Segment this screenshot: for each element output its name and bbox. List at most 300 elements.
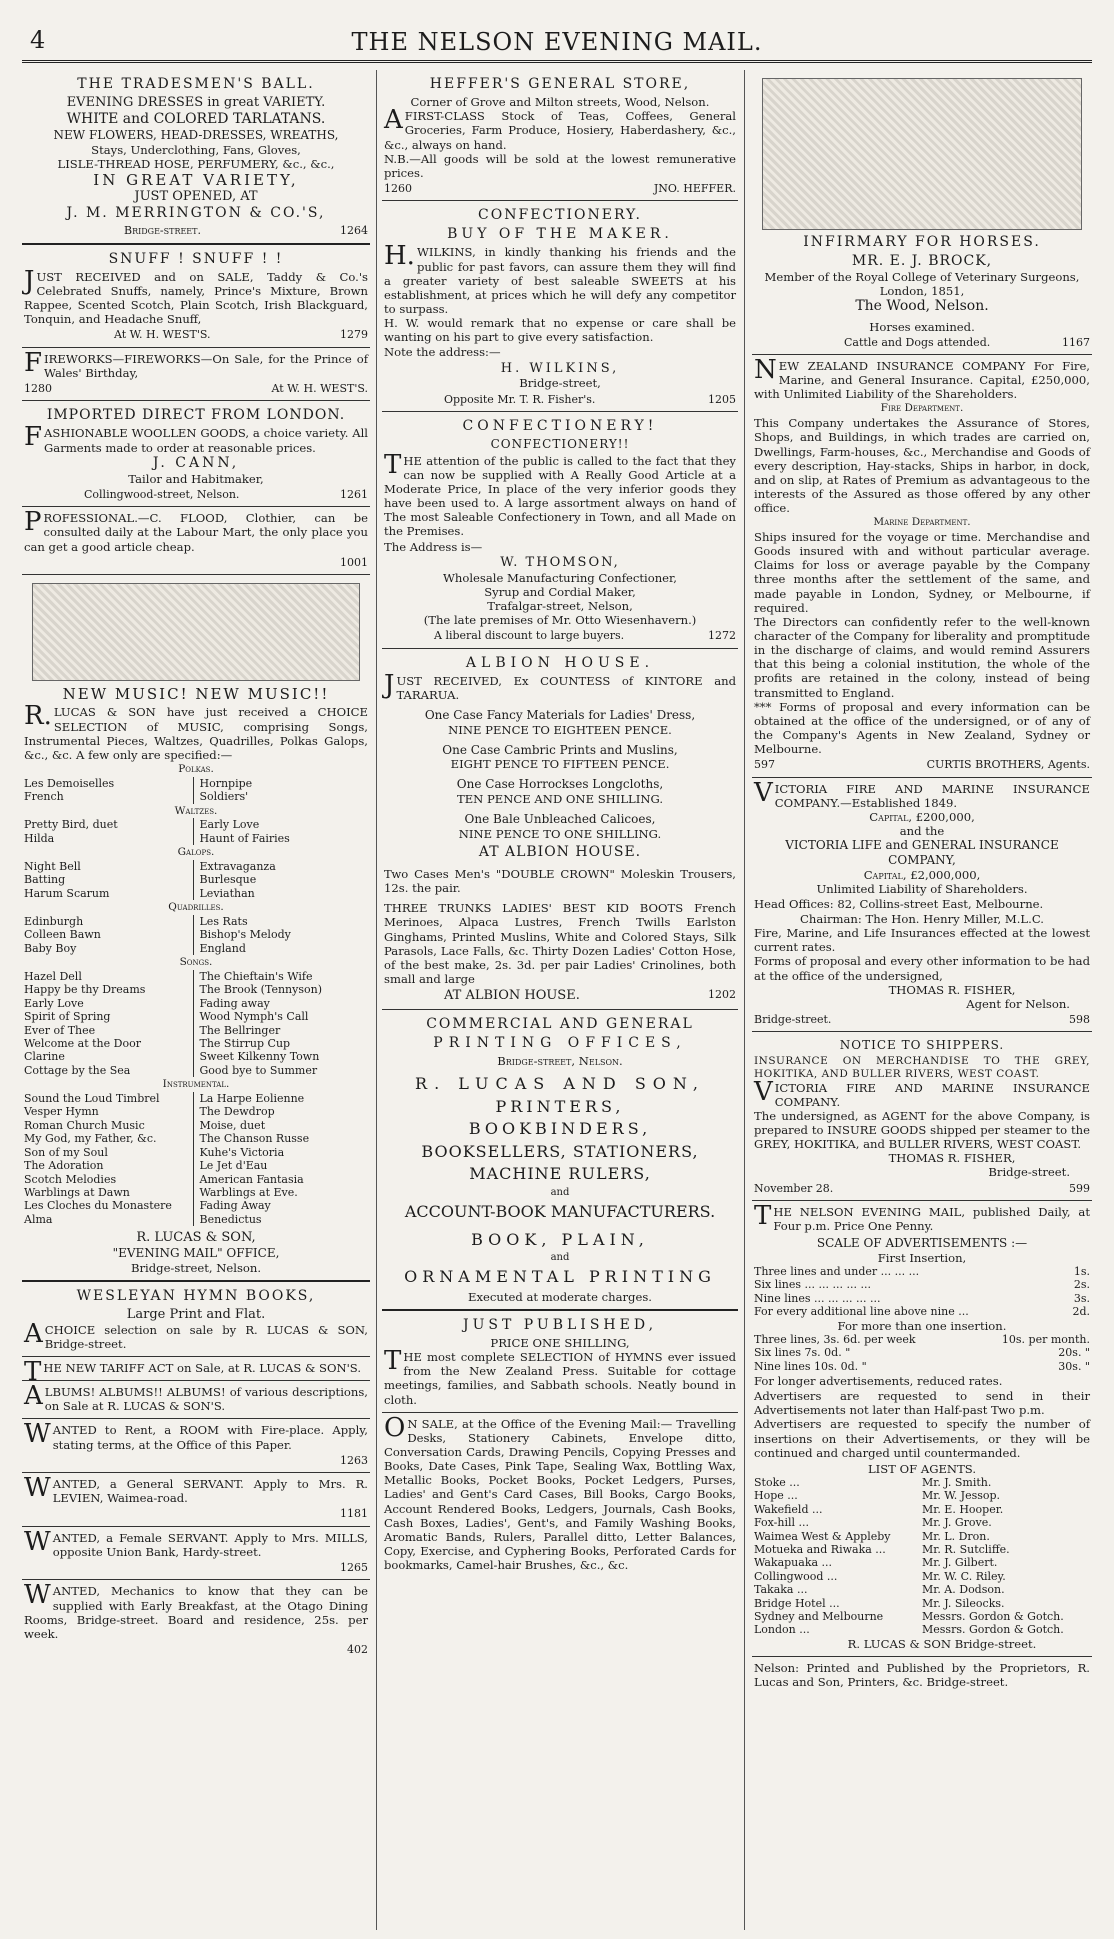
- ad-heading: SNUFF ! SNUFF ! !: [108, 250, 284, 267]
- music-list-item-cell: Son of my Soul: [24, 1145, 108, 1159]
- agent-row: [754, 1583, 1090, 1596]
- ad-sub: INSURANCE ON MERCHANDISE TO THE GREY, HOKITIKA, AND BULLER RIVERS, WEST COAST.: [754, 1054, 1090, 1080]
- music-list-item: [24, 887, 368, 900]
- ad-address-label: The Address is—: [384, 539, 483, 554]
- ad-discount: A liberal discount to large buyers.: [434, 629, 625, 643]
- music-list-item-cell: Alma: [24, 1212, 53, 1226]
- ad-wanted-general-servant: [22, 1473, 370, 1527]
- music-list-item-cell: Hornpipe: [193, 777, 369, 790]
- ad-line: NEW FLOWERS, HEAD-DRESSES, WREATHS,: [53, 128, 339, 143]
- ad-evening-mail-rates: [752, 1201, 1092, 1657]
- ad-scale: SCALE OF ADVERTISEMENTS :—: [816, 1236, 1028, 1251]
- ad-liability: Unlimited Liability of Shareholders.: [816, 881, 1028, 896]
- ad-at: AT ALBION HOUSE.: [444, 988, 580, 1004]
- music-list-item-cell: England: [193, 942, 369, 955]
- ad-body: THE NELSON EVENING MAIL, published Daily, at Four p.m. Price One Penny.: [754, 1200, 1090, 1234]
- agents-list: [754, 1476, 1090, 1637]
- ad-body: FIREWORKS—FIREWORKS—On Sale, for the Prince of Wales' Birthday,: [24, 347, 368, 380]
- ad-body: WANTED, a Female SERVANT. Apply to Mrs. MILLS, opposite Union Bank, Hardy-street.: [24, 1526, 368, 1559]
- agent-row-cell: Hope ...: [754, 1489, 798, 1503]
- ad-heading: CONFECTIONERY!: [462, 418, 658, 435]
- ad-at: At W. H. WEST'S.: [271, 381, 368, 395]
- ad-nz-insurance: [752, 355, 1092, 778]
- ad-agents-label: LIST OF AGENTS.: [867, 1461, 977, 1476]
- ad-place: The Wood, Nelson.: [855, 298, 989, 315]
- ad-wanted-mechanics: [22, 1580, 370, 1661]
- music-list-item: [24, 997, 368, 1010]
- ad-body: WANTED to Rent, a ROOM with Fire-place. Apply, stating terms, at the Office of this Paper.: [24, 1419, 368, 1452]
- ad-line: ORNAMENTAL PRINTING: [404, 1267, 716, 1287]
- ad-section-label: Marine Department.: [873, 516, 971, 529]
- ad-signature: R. LUCAS & SON,: [136, 1230, 256, 1246]
- ad-offices: Head Offices: 82, Collins-street East, Melbourne.: [754, 896, 1044, 911]
- ad-longer: For longer advertisements, reduced rates.: [754, 1373, 1003, 1388]
- ad-note: Advertisers are requested to send in their Advertisements not later than Half-past Two p.m.: [754, 1389, 1090, 1418]
- ad-late: (The late premises of Mr. Otto Wiesenhavern.): [423, 612, 697, 627]
- agent-row-cell: Mr. W. Jessop.: [922, 1489, 1001, 1503]
- music-list-item: [24, 860, 368, 873]
- ad-number: 1261: [340, 487, 368, 501]
- ad-note: Advertisers are requested to specify the number of insertions on their Advertisements, or they will be continued and charged until countermanded.: [754, 1417, 1090, 1460]
- ad-name: THOMAS R. FISHER,: [888, 982, 1016, 997]
- music-list-item: [24, 1064, 368, 1077]
- music-list-item-cell: Bishop's Melody: [193, 928, 369, 941]
- column-3: [752, 70, 1092, 1930]
- ad-line: WHITE and COLORED TARLATANS.: [66, 110, 326, 127]
- rate-row-cell: For every additional line above nine ...: [754, 1305, 969, 1319]
- ad-heffer: [382, 70, 738, 201]
- ad-body: This Company undertakes the Assurance of Stores, Shops, and Buildings, in which trades are carried on, Dwellings, Farm-houses, &c., Merchandise and Goods of every description, Hay-stacks, Ships in harbor, in dock, and on slip, at Rates of Premium as advantageous to the interests of the Assured as those offered by any other office.: [754, 416, 1090, 516]
- music-list-item-cell: Le Jet d'Eau: [193, 1159, 369, 1172]
- ad-heading: ALBION HOUSE.: [465, 654, 655, 671]
- agent-row-cell: Motueka and Riwaka ...: [754, 1543, 886, 1556]
- music-list-item: [24, 1132, 368, 1145]
- ad-name: R. LUCAS AND SON,: [415, 1074, 705, 1094]
- agent-row-cell: Wakapuaka ...: [754, 1556, 833, 1570]
- ad-line: IN GREAT VARIETY,: [93, 170, 299, 189]
- ad-line: BOOK, PLAIN,: [471, 1229, 649, 1249]
- agent-row-cell: Messrs. Gordon & Gotch.: [922, 1610, 1064, 1624]
- ad-address: Corner of Grove and Milton streets, Wood, Nelson.: [410, 95, 710, 110]
- music-list-item-cell: Sound the Loud Timbrel: [24, 1092, 160, 1106]
- ad-item: NINE PENCE TO EIGHTEEN PENCE.: [448, 722, 672, 737]
- ad-number: 1205: [708, 392, 736, 406]
- music-list-item-cell: Happy be thy Dreams: [24, 983, 146, 997]
- music-list-item-cell: My God, my Father, &c.: [24, 1132, 157, 1146]
- ad-line: Horses examined.: [869, 319, 975, 334]
- ad-name: W. THOMSON,: [500, 554, 620, 570]
- ad-heading: VICTORIA FIRE AND MARINE INSURANCE COMPANY.—Established 1849.: [754, 777, 1090, 810]
- ad-body: The Directors can confidently refer to the well-known character of the Company for liberality and promptitude in the discharge of claims, and would remind Assurers that this being a colonial institution, the whole of the profits are retained in the colony, instead of being transmitted to England.: [754, 614, 1090, 700]
- ad-infirmary-for-horses: [752, 70, 1092, 355]
- agent-row-cell: Mr. J. Sileocks.: [922, 1596, 1005, 1610]
- music-list-item-cell: Hazel Dell: [24, 970, 82, 984]
- ad-more: For more than one insertion.: [837, 1318, 1007, 1333]
- agent-row-cell: Bridge Hotel ...: [754, 1596, 840, 1610]
- music-list-item-cell: Edinburgh: [24, 915, 84, 928]
- ad-wilkins: [382, 201, 738, 412]
- ad-at: AT ALBION HOUSE.: [478, 843, 642, 860]
- ad-trade: Syrup and Cordial Maker,: [484, 584, 636, 599]
- agent-row: [754, 1476, 1090, 1489]
- ad-heading: HEFFER'S GENERAL STORE,: [429, 76, 691, 92]
- ad-body: Ships insured for the voyage or time. Merchandise and Goods insured with and without particular average. Claims for loss or average payable by the Company three months after the settlement of the same, and made payable in London, Sydney, or Melbourne, if required.: [754, 530, 1090, 615]
- ad-agents: CURTIS BROTHERS, Agents.: [926, 758, 1090, 772]
- rate-row-cell: 10s. per month.: [1001, 1332, 1090, 1346]
- music-list-item-cell: Colleen Bawn: [24, 928, 101, 942]
- music-list-item-cell: Warblings at Eve.: [193, 1186, 369, 1199]
- page-number: 4: [30, 26, 46, 54]
- music-list-item-cell: Soldiers': [193, 790, 369, 803]
- music-list-item: [24, 942, 368, 955]
- column-2: [382, 70, 738, 1930]
- music-section-label: Instrumental.: [162, 1078, 230, 1091]
- rate-row-cell: 2d.: [1072, 1305, 1090, 1319]
- agent-row: [754, 1623, 1090, 1636]
- ad-body: THE NEW TARIFF ACT on Sale, at R. LUCAS & SON'S.: [24, 1356, 362, 1387]
- ad-number: 1263: [340, 1453, 368, 1467]
- music-list-item-cell: Fading away: [193, 997, 369, 1010]
- rate-row-cell: Three lines and under ... ... ...: [754, 1265, 920, 1278]
- music-list-item: [24, 1050, 368, 1063]
- agent-row-cell: Stoke ...: [754, 1475, 800, 1489]
- music-list-item-cell: Leviathan: [193, 887, 369, 900]
- agent-row-cell: London ...: [754, 1623, 810, 1637]
- ad-street: Bridge-street, Nelson.: [497, 1054, 623, 1069]
- music-section-label: Polkas.: [178, 762, 214, 775]
- rate-row: [754, 1360, 1090, 1373]
- music-list-item: [24, 1119, 368, 1132]
- ad-heading: NOTICE TO SHIPPERS.: [839, 1038, 1005, 1053]
- ad-fireworks: [22, 348, 370, 402]
- music-list-item-cell: Moise, duet: [193, 1119, 369, 1132]
- ad-line: Cattle and Dogs attended.: [844, 335, 991, 349]
- music-list-item-cell: Night Bell: [24, 859, 81, 873]
- ad-name: JNO. HEFFER.: [653, 181, 736, 195]
- ad-body: ALBUMS! ALBUMS!! ALBUMS! of various descriptions, on Sale at R. LUCAS & SON'S.: [24, 1381, 368, 1414]
- imprint: [752, 1657, 1092, 1694]
- music-list-item-cell: Benedictus: [193, 1213, 369, 1226]
- agent-row: [754, 1610, 1090, 1623]
- agent-row: [754, 1543, 1090, 1556]
- ad-intro: JUST RECEIVED, Ex COUNTESS of KINTORE and TARARUA.: [384, 669, 736, 702]
- music-list-item-cell: Ever of Thee: [24, 1023, 96, 1037]
- music-list-item-cell: Cottage by the Sea: [24, 1063, 131, 1077]
- ad-snuff: [22, 245, 370, 348]
- music-list-item-cell: The Chanson Russe: [193, 1132, 369, 1145]
- rate-row-cell: Six lines ... ... ... ... ...: [754, 1278, 871, 1292]
- ad-name: H. WILKINS,: [500, 360, 620, 376]
- ad-date: November 28.: [754, 1181, 834, 1195]
- agent-row-cell: Mr. J. Grove.: [922, 1516, 992, 1530]
- ad-heading: INFIRMARY FOR HORSES.: [803, 234, 1041, 250]
- rate-row-cell: Nine lines 10s. 0d. ": [754, 1359, 867, 1373]
- music-section-label: Waltzes.: [174, 804, 218, 817]
- ad-number: 1001: [340, 555, 368, 569]
- rate-row: [754, 1278, 1090, 1291]
- agent-row: [754, 1597, 1090, 1610]
- agent-row-cell: Takaka ...: [754, 1583, 808, 1597]
- ad-number: 598: [1069, 1012, 1090, 1026]
- ad-heading: NEW MUSIC! NEW MUSIC!!: [62, 685, 330, 704]
- ad-hymn-books: [22, 1282, 370, 1357]
- music-list-item-cell: Les Cloches du Monastere: [24, 1199, 172, 1213]
- ad-signature: "EVENING MAIL" OFFICE,: [112, 1245, 280, 1260]
- ad-sign: R. LUCAS & SON Bridge-street.: [847, 1636, 1037, 1651]
- music-list: [24, 818, 368, 845]
- ad-body: WANTED, Mechanics to know that they can be supplied with Early Breakfast, at the Otago Dining Rooms, Bridge-street. Board and residence, 25s. per week.: [24, 1580, 368, 1641]
- agent-row: [754, 1516, 1090, 1529]
- ad-body: PROFESSIONAL.—C. FLOOD, Clothier, can be consulted daily at the Labour Mart, the only place you can get a good article cheap.: [24, 507, 368, 554]
- ad-heading: JUST PUBLISHED,: [462, 1316, 658, 1333]
- ad-number: 1260: [384, 181, 412, 195]
- music-list-item-cell: Sweet Kilkenny Town: [193, 1050, 369, 1063]
- music-list-item: [24, 1199, 368, 1212]
- ad-number: 599: [1069, 1181, 1090, 1195]
- ad-thomson: [382, 412, 738, 649]
- rate-row: [754, 1265, 1090, 1278]
- ad-name: MR. E. J. BROCK,: [851, 253, 993, 270]
- ad-item: One Case Cambric Prints and Muslins,: [442, 742, 678, 757]
- ad-victoria-insurance: [752, 778, 1092, 1033]
- ad-item: One Bale Unbleached Calicoes,: [464, 812, 656, 827]
- ad-first: First Insertion,: [877, 1250, 967, 1265]
- agent-row-cell: Mr. A. Dodson.: [922, 1583, 1005, 1597]
- music-list-item-cell: La Harpe Eolienne: [193, 1092, 369, 1105]
- music-list-item: [24, 873, 368, 886]
- ad-body: ACHOICE selection on sale by R. LUCAS & SON, Bridge-street.: [24, 1318, 368, 1351]
- ad-trunks: THREE TRUNKS LADIES' BEST KID BOOTS French Merinoes, Alpaca Lustres, French Twills Earlston Ginghams, Printed Muslins, White and Colored Stays, Silk Parasols, Lace Falls, &c. Thirty Dozen Ladies' Cotton Hose, of the best make, 2s. 3d. per pair Ladies' Crinolines, both small and large: [384, 901, 736, 987]
- music-section-label: Galops.: [177, 846, 215, 859]
- music-list-item-cell: Warblings at Dawn: [24, 1185, 130, 1199]
- ad-body: ON SALE, at the Office of the Evening Mail:— Travelling Desks, Stationery Cabinets, Envelope ditto, Conversation Cards, Drawing Pencils, Copying Presses and Books, Date Cases, Pink Tape, Sealing Wax, Bottling Wax, Metallic Books, Pocket Books, Pocket Ledgers, Purses, Ladies' and Gent's Card Cases, Bill Books, Cargo Books, Account Rendered Books, Ledgers, Journals, Cash Books, Cash Boxes, Ladies', Gent's, and Family Washing Books, Aromatic Bands, Rulers, Parallel ditto, Letter Balances, Copy, Exercise, and Cyphering Books, Perforated Cards for bookmarks, Camel-hair Brushes, &c., &c.: [384, 1412, 736, 1573]
- music-list-item-cell: Baby Boy: [24, 941, 77, 955]
- ad-number: 1167: [1062, 335, 1090, 349]
- agent-row-cell: Mr. E. Hooper.: [922, 1502, 1004, 1516]
- music-list-item-cell: Les Demoiselles: [24, 776, 115, 790]
- ad-item: TEN PENCE AND ONE SHILLING.: [456, 792, 664, 807]
- music-list-item: [24, 777, 368, 790]
- rate-row-cell: Three lines, 3s. 6d. per week: [754, 1332, 916, 1346]
- ad-trade: Wholesale Manufacturing Confectioner,: [442, 570, 677, 585]
- ad-body: The undersigned, as AGENT for the above Company, is prepared to INSURE GOODS shipped per steamer to the GREY, HOKITIKA, and BULLER RIVERS, WEST COAST.: [754, 1108, 1090, 1152]
- ad-flood: [22, 507, 370, 575]
- ad-item: One Case Horrockses Longcloths,: [456, 777, 664, 792]
- ad-line: EVENING DRESSES in great VARIETY.: [66, 95, 326, 111]
- music-list-item-cell: The Dewdrop: [193, 1105, 369, 1118]
- ad-line: J. M. MERRINGTON & CO.'S,: [66, 205, 326, 222]
- ad-body: THE attention of the public is called to the fact that they can now be supplied with A Really Good Article at a Moderate Price, In place of the very inferior goods they have been used to. A large assortment always on hand of The most Saleable Confectionery in Town, and all Made on the Premises.: [384, 449, 736, 539]
- agent-row: [754, 1489, 1090, 1502]
- agent-row: [754, 1530, 1090, 1543]
- music-list-item-cell: Vesper Hymn: [24, 1105, 99, 1119]
- music-list-item-cell: The Stirrup Cup: [193, 1037, 369, 1050]
- music-list-item: [24, 1010, 368, 1023]
- ad-number: 1264: [340, 224, 368, 238]
- music-list-item-cell: Scotch Melodies: [24, 1172, 117, 1186]
- ad-heading: IMPORTED DIRECT FROM LONDON.: [46, 407, 346, 424]
- ad-sub: CONFECTIONERY!!: [490, 437, 630, 452]
- music-engraving: [32, 583, 360, 681]
- ad-street: Bridge-street.: [988, 1165, 1070, 1180]
- music-list-item-cell: Wood Nymph's Call: [193, 1010, 369, 1023]
- agent-row-cell: Wakefield ...: [754, 1502, 823, 1516]
- ad-line: BOOKBINDERS,: [468, 1119, 652, 1139]
- ad-heading: COMMERCIAL AND GENERAL: [426, 1016, 694, 1033]
- ad-name: J. CANN,: [152, 454, 240, 471]
- ad-note: N.B.—All goods will be sold at the lowest remunerative prices.: [384, 151, 736, 180]
- music-list-item: [24, 1213, 368, 1226]
- ad-heading: WESLEYAN HYMN BOOKS,: [76, 1287, 316, 1304]
- ad-company: VICTORIA FIRE AND MARINE INSURANCE COMPANY.: [754, 1076, 1090, 1109]
- music-list: [24, 860, 368, 900]
- ad-street: Trafalgar-street, Nelson,: [487, 598, 633, 613]
- ad-capital: Capital, £2,000,000,: [863, 867, 981, 882]
- ad-wanted-room: [22, 1419, 370, 1473]
- imprint-text: Nelson: Printed and Published by the Proprietors, R. Lucas and Son, Printers, &c. Bridge-street.: [754, 1660, 1090, 1690]
- agent-row-cell: Mr. J. Smith.: [922, 1475, 992, 1489]
- rate-row-cell: 1s.: [1073, 1265, 1090, 1278]
- music-list-item-cell: The Adoration: [24, 1159, 104, 1173]
- ad-body: FASHIONABLE WOOLLEN GOODS, a choice variety. All Garments made to order at reasonable prices.: [24, 422, 368, 455]
- ad-printing-offices: [382, 1010, 738, 1311]
- music-section-label: Quadrilles.: [168, 901, 224, 914]
- ad-note: Note the address:—: [384, 345, 501, 360]
- ad-street: Bridge-street.: [124, 224, 201, 238]
- ad-number: 402: [347, 1643, 368, 1657]
- agent-row-cell: Sydney and Melbourne: [754, 1610, 884, 1624]
- ad-number: 1265: [340, 1561, 368, 1575]
- ad-name: THOMAS R. FISHER,: [888, 1151, 1016, 1166]
- music-list-item-cell: Fading Away: [193, 1199, 369, 1212]
- music-list-item: [24, 1092, 368, 1105]
- agent-row-cell: Mr. J. Gilbert.: [922, 1556, 998, 1570]
- ad-and: and the: [899, 824, 945, 839]
- rate-row-cell: 3s.: [1073, 1291, 1090, 1305]
- ad-address: Collingwood-street, Nelson.: [84, 487, 240, 501]
- music-list: [24, 915, 368, 955]
- paper-title: THE NELSON EVENING MAIL.: [351, 28, 763, 56]
- music-list-item-cell: Haunt of Fairies: [193, 832, 369, 845]
- column-rule: [376, 70, 377, 1930]
- ad-item: NINE PENCE TO ONE SHILLING.: [458, 826, 662, 841]
- ad-line: MACHINE RULERS,: [469, 1164, 651, 1184]
- ad-and: and: [550, 1252, 570, 1264]
- ad-body: Forms of proposal and every other information to be had at the office of the undersigned,: [754, 954, 1090, 983]
- ad-number: 1279: [340, 328, 368, 342]
- rate-row-cell: 30s. ": [1058, 1359, 1090, 1373]
- ad-body: H. W. would remark that no expense or care shall be wanting on his part to give every satisfaction.: [384, 316, 736, 345]
- music-list-item: [24, 1159, 368, 1172]
- rate-row: [754, 1346, 1090, 1359]
- ad-sub: BUY OF THE MAKER.: [447, 226, 673, 243]
- music-list-item-cell: The Chieftain's Wife: [193, 970, 369, 983]
- ad-item: One Case Fancy Materials for Ladies' Dress,: [424, 707, 696, 722]
- music-list-item-cell: Pretty Bird, duet: [24, 818, 118, 832]
- ad-heading: THE TRADESMEN'S BALL.: [77, 76, 315, 92]
- ad-heading: PRINTING OFFICES,: [433, 1035, 687, 1052]
- ad-number: 1272: [708, 629, 736, 643]
- ad-cann: [22, 401, 370, 507]
- music-list-item-cell: Good bye to Summer: [193, 1064, 369, 1077]
- ad-heading: CONFECTIONERY.: [478, 207, 642, 224]
- ad-number: 597: [754, 758, 775, 772]
- music-list-item: [24, 970, 368, 983]
- music-list-item: [24, 928, 368, 941]
- ad-sub: Large Print and Flat.: [126, 1306, 266, 1322]
- ad-body: THE most complete SELECTION of HYMNS ever issued from the New Zealand Press. Suitable for cottage meetings, families, and Sabbath schools. Neatly bound in cloth.: [384, 1346, 736, 1407]
- horse-engraving: [762, 78, 1082, 230]
- ad-notice-to-shippers: [752, 1032, 1092, 1201]
- rate-row: [754, 1333, 1090, 1346]
- ad-line: Executed at moderate charges.: [468, 1289, 652, 1304]
- music-list: [24, 1092, 368, 1226]
- music-list-item: [24, 1024, 368, 1037]
- music-list-item-cell: Welcome at the Door: [24, 1037, 141, 1051]
- music-list-item-cell: Les Rats: [193, 915, 369, 928]
- ad-trade: Tailor and Habitmaker,: [128, 471, 264, 486]
- music-list-item: [24, 1186, 368, 1199]
- ad-body: R.LUCAS & SON have just received a CHOICE SELECTION of MUSIC, comprising Songs, Instrumental Pieces, Waltzes, Quadrilles, Polkas Galops, &c., &c. A few only are specified:—: [24, 701, 368, 762]
- ad-line: Stays, Underclothing, Fans, Gloves,: [91, 142, 301, 157]
- music-list-item-cell: Extravaganza: [193, 860, 369, 873]
- column-rule: [744, 70, 745, 1930]
- rate-row: [754, 1292, 1090, 1305]
- music-list-item-cell: American Fantasia: [193, 1173, 369, 1186]
- music-list-item-cell: Burlesque: [193, 873, 369, 886]
- rate-row-cell: 20s. ": [1058, 1346, 1090, 1360]
- agent-row-cell: Waimea West & Appleby: [754, 1529, 891, 1543]
- agent-row: [754, 1503, 1090, 1516]
- music-list-item-cell: Kuhe's Victoria: [193, 1146, 369, 1159]
- ad-line: LISLE-THREAD HOSE, PERFUMERY, &c., &c.,: [57, 156, 335, 171]
- agent-row: [754, 1556, 1090, 1569]
- agent-row: [754, 1570, 1090, 1583]
- music-list-item-cell: Batting: [24, 873, 66, 887]
- music-list-item-cell: Early Love: [24, 996, 84, 1010]
- music-list-item: [24, 1146, 368, 1159]
- ad-signature: Bridge-street, Nelson.: [130, 1260, 262, 1275]
- ad-albums: [22, 1381, 370, 1419]
- ad-body: WANTED, a General SERVANT. Apply to Mrs. R. LEVIEN, Waimea-road.: [24, 1473, 368, 1506]
- ad-agent: Agent for Nelson.: [966, 996, 1070, 1011]
- column-1: [22, 70, 370, 1930]
- ad-line: ACCOUNT-BOOK MANUFACTURERS.: [404, 1202, 716, 1222]
- rates-table: [754, 1265, 1090, 1319]
- agent-row-cell: Collingwood ...: [754, 1569, 838, 1583]
- rate-row-cell: 2s.: [1073, 1278, 1090, 1292]
- music-list-item-cell: The Bellringer: [193, 1024, 369, 1037]
- rate-row-cell: Nine lines ... ... ... ... ...: [754, 1291, 881, 1305]
- masthead: [22, 20, 1092, 63]
- agent-row-cell: Mr. R. Sutcliffe.: [922, 1543, 1010, 1556]
- ad-member: Member of the Royal College of Veterinary Surgeons, London, 1851,: [764, 270, 1080, 299]
- rates-table: [754, 1333, 1090, 1373]
- ad-tradesmens-ball: [22, 70, 370, 245]
- music-list-item-cell: Clarine: [24, 1050, 65, 1064]
- ad-tariff: [22, 1356, 370, 1387]
- rate-row: [754, 1305, 1090, 1318]
- music-list-item: [24, 832, 368, 845]
- ad-section-label: Fire Department.: [880, 402, 964, 415]
- music-list-item-cell: The Brook (Tennyson): [193, 983, 369, 996]
- ad-line: BOOKSELLERS, STATIONERS,: [421, 1141, 699, 1161]
- ad-item: EIGHT PENCE TO FIFTEEN PENCE.: [450, 757, 670, 772]
- agent-row-cell: Fox-hill ...: [754, 1516, 810, 1530]
- columns: [22, 70, 1092, 1930]
- music-list-item: [24, 915, 368, 928]
- ad-line: PRINTERS,: [495, 1096, 625, 1116]
